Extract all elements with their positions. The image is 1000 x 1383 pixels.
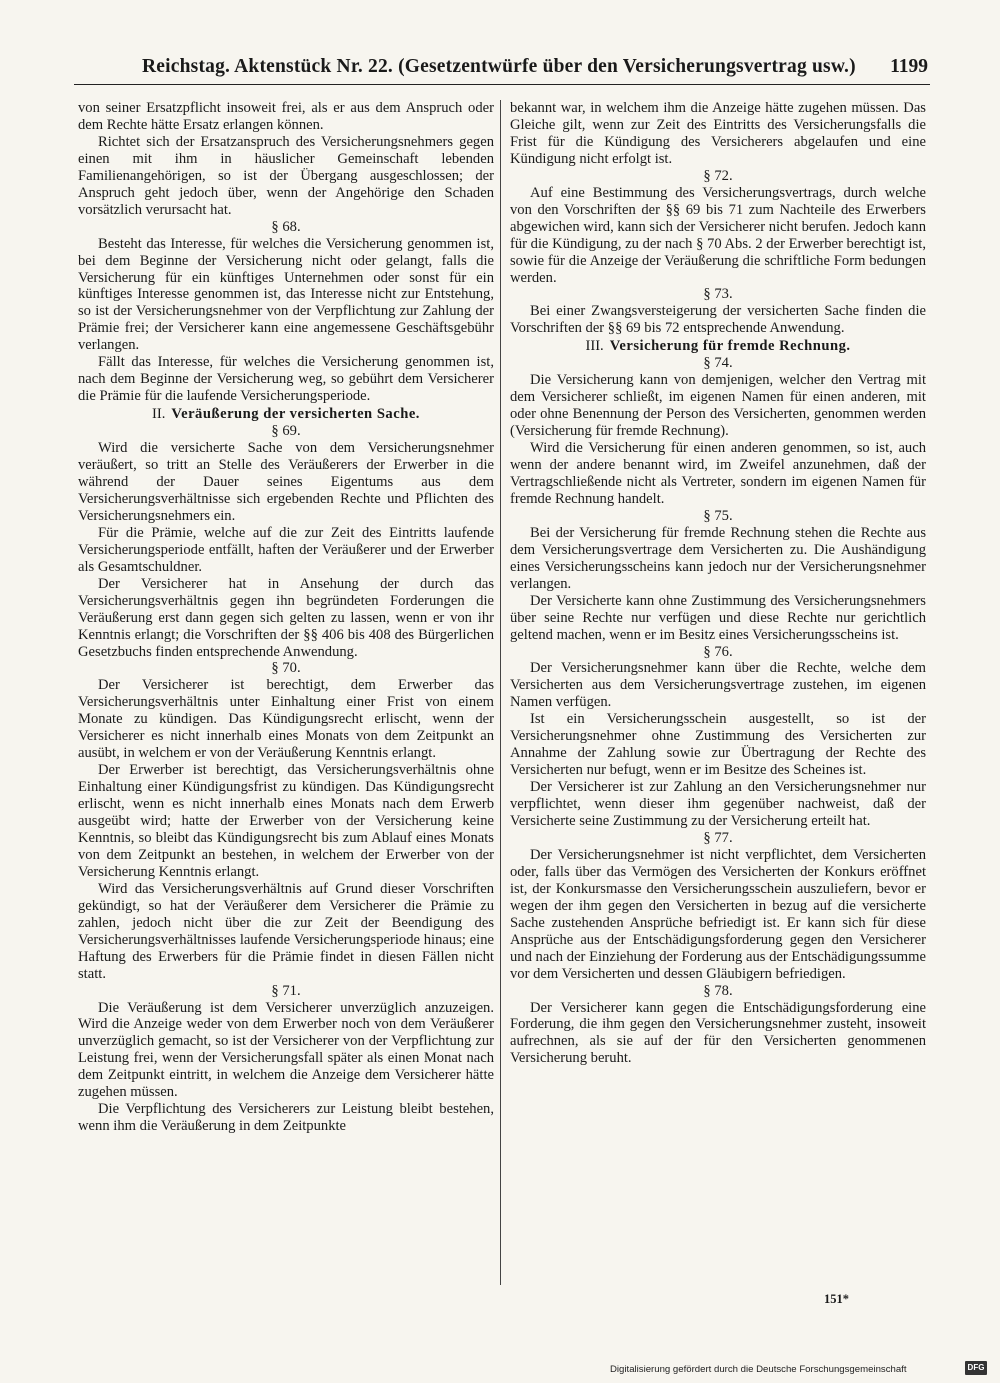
paragraph-number: § 78. xyxy=(703,982,733,999)
body-paragraph: von seiner Ersatzpflicht insoweit frei, als er aus dem Anspruch oder dem Rechte hätte Ersatz erlangen können. xyxy=(78,100,494,133)
heading-text: Veräußerung der versicherten Sache. xyxy=(171,406,420,423)
body-paragraph: Der Versicherer ist zur Zahlung an den Versicherungsnehmer nur verpflichtet, wenn dieser ihm gegenüber nachweist, daß der Versicherte seine Zustimmung zu der Versicherung erteilt hat. xyxy=(510,779,926,830)
body-paragraph: Richtet sich der Ersatzanspruch des Versicherungsnehmers gegen einen mit ihm in häuslicher Gemeinschaft lebenden Familienangehörigen, so ist der Übergang ausgeschlossen; der Anspruch geht jedoch über, wenn der Angehörige den Schaden vorsätzlich verursacht hat. xyxy=(78,133,494,218)
paragraph-number: § 70. xyxy=(271,660,301,677)
body-paragraph: Ist ein Versicherungsschein ausgestellt, so ist der Versicherungsnehmer ohne Zustimmung des Versicherten zur Annahme der Zahlung sowie zur Übertragung der Rechte des Versicherten nur befugt, wenn er im Besitze des Scheines ist. xyxy=(510,711,926,779)
body-paragraph: Fällt das Interesse, für welches die Versicherung genommen ist, nach dem Beginne der Versicherung weg, so gebührt dem Versicherer die Prämie für die laufende Versicherungsperiode. xyxy=(78,354,494,405)
body-paragraph: Der Versicherte kann ohne Zustimmung des Versicherungsnehmers über seine Rechte nur verfügen und diese Rechte nur gerichtlich geltend machen, wenn er im Besitz eines Versicherungsscheins ist. xyxy=(510,592,926,643)
body-paragraph: bekannt war, in welchem ihm die Anzeige hätte zugehen müssen. Das Gleiche gilt, wenn zur Zeit des Eintritts des Versicherungsfalls die Frist für die Kündigung des Versicherers abgelaufen und eine Kündigung nicht erfolgt ist. xyxy=(510,100,926,167)
body-paragraph: Der Erwerber ist berechtigt, das Versicherungsverhältnis ohne Einhaltung einer Kündigungsfrist zu kündigen. Das Kündigungsrecht erlischt, wenn es nicht innerhalb eines Monats nach dem Erwerb ausgeübt wird; hatte der Erwerber von der Versicherung keine Kenntnis, so bleibt das Kündigungsrecht bis zum Ablauf eines Monats von dem Zeitpunkt an bestehen, in welchem der Erwerber von der Versicherung Kenntnis erlangt. xyxy=(78,762,494,880)
dfg-logo: DFG xyxy=(965,1361,987,1375)
body-paragraph: Besteht das Interesse, für welches die Versicherung genommen ist, bei dem Beginne der Versicherung nicht oder gelangt, falls die Versicherung für ein künftiges Unternehmen oder sonst für ein künftiges Interesse genommen ist, das Interesse nicht zur Entstehung, so ist der Versicherungsnehmer von der Verpflichtung zur Zahlung der Prämie frei; der Versicherer kann eine angemessene Geschäftsgebühr verlangen. xyxy=(78,235,494,354)
section-heading xyxy=(78,406,494,423)
body-paragraph: Auf eine Bestimmung des Versicherungsvertrags, durch welche von den Vorschriften der §§ 69 bis 71 zum Nachteile des Erwerbers abgewichen wird, kann sich der Versicherer nicht berufen. Jedoch kann für die Kündigung, zu der nach § 70 Abs. 2 der Erwerber berechtigt ist, sowie für die Anzeige der Veräußerung die schriftliche Form bedungen werden. xyxy=(510,184,926,286)
paragraph-number: § 75. xyxy=(703,507,733,524)
body-paragraph: Der Versicherungsnehmer ist nicht verpflichtet, dem Versicherten oder, falls über das Vermögen des Versicherten der Konkurs eröffnet ist, der Konkursmasse den Versicherungsschein auszuliefern, bevor er wegen der ihm gegen den Versicherten in bezug auf die versicherte Sache zustehenden Ansprüche befriedigt ist. Er kann sich für diese Ansprüche aus der Entschädigungsforderung gegen den Versicherer und nach der Einziehung der Forderung aus der Entschädigungssumme vor dem Versicherten und dessen Gläubigern befriedigen. xyxy=(510,846,926,982)
digitization-credit: Digitalisierung gefördert durch die Deutsche Forschungsgemeinschaft xyxy=(610,1364,907,1375)
body-paragraph: Die Veräußerung ist dem Versicherer unverzüglich anzuzeigen. Wird die Anzeige weder von dem Erwerber noch von dem Veräußerer unverzüglich gemacht, so ist der Versicherer von der Verpflichtung zur Leistung frei, wenn der Versicherungsfall später als einen Monat nach dem Zeitpunkt eintritt, in welchem die Anzeige dem Versicherer hätte zugehen müssen. xyxy=(78,999,494,1101)
paragraph-number: § 69. xyxy=(271,423,301,440)
paragraph-number: § 71. xyxy=(271,982,301,999)
heading-number: II. xyxy=(152,406,166,423)
body-paragraph: Der Versicherungsnehmer kann über die Rechte, welche dem Versicherten aus dem Versicherungsvertrage zustehen, im eigenen Namen verfügen. xyxy=(510,660,926,711)
left-column xyxy=(78,100,494,1135)
page-header xyxy=(74,56,930,85)
body-paragraph: Bei einer Zwangsversteigerung der versicherten Sache finden die Vorschriften der §§ 69 bis 72 entsprechende Anwendung. xyxy=(510,303,926,337)
heading-number: III. xyxy=(585,338,604,355)
body-paragraph: Für die Prämie, welche auf die zur Zeit des Eintritts laufende Versicherungsperiode entfällt, haften der Veräußerer und der Erwerber als Gesamtschuldner. xyxy=(78,524,494,575)
sheet-number: 151* xyxy=(824,1292,849,1306)
body-paragraph: Der Versicherer kann gegen die Entschädigungsforderung eine Forderung, die ihm gegen den Versicherungsnehmer zusteht, insoweit aufrechnen, als sie auf der für den Versicherten genommenen Versicherung beruht. xyxy=(510,999,926,1067)
paragraph-number: § 74. xyxy=(703,355,733,372)
body-paragraph: Die Versicherung kann von demjenigen, welcher den Vertrag mit dem Versicherer schließt, im eigenen Namen für einen anderen, mit oder ohne Benennung der Person des Versicherten, genommen werden (Versicherung für fremde Rechnung). xyxy=(510,372,926,440)
body-paragraph: Wird die versicherte Sache von dem Versicherungsnehmer veräußert, so tritt an Stelle des Veräußerers der Erwerber in die während der Dauer seines Eigentums aus dem Versicherungsverhältnisse sich ergebenden Rechte und Pflichten des Versicherungsnehmers ein. xyxy=(78,440,494,524)
body-paragraph: Die Verpflichtung des Versicherers zur Leistung bleibt bestehen, wenn ihm die Veräußerung in dem Zeitpunkte xyxy=(78,1101,494,1135)
section-heading xyxy=(510,338,926,355)
body-paragraph: Bei der Versicherung für fremde Rechnung stehen die Rechte aus dem Versicherungsvertrage dem Versicherten zu. Die Aushändigung eines Versicherungsscheins kann jedoch nur der Versicherungsnehmer verlangen. xyxy=(510,524,926,592)
right-column xyxy=(510,100,926,1067)
heading-text: Versicherung für fremde Rechnung. xyxy=(609,338,851,355)
body-paragraph: Wird das Versicherungsverhältnis auf Grund dieser Vorschriften gekündigt, so hat der Veräußerer dem Versicherer die Prämie zu zahlen, jedoch nicht über die zur Zeit der Beendigung des Versicherungsverhältnisses laufende Versicherungsperiode hinaus; eine Haftung des Erwerbers für die Prämie findet in diesen Fällen nicht statt. xyxy=(78,880,494,982)
running-title: Reichstag. Aktenstück Nr. 22. (Gesetzentwürfe über den Versicherungsvertrag usw.) xyxy=(142,56,856,77)
body-paragraph: Der Versicherer hat in Ansehung der durch das Versicherungsverhältnis gegen ihn begründeten Forderungen die Veräußerung erst dann gegen sich gelten zu lassen, wenn er von ihr Kenntnis erlangt; die Vorschriften der §§ 406 bis 408 des Bürgerlichen Gesetzbuchs finden entsprechende Anwendung. xyxy=(78,575,494,660)
body-paragraph: Der Versicherer ist berechtigt, dem Erwerber das Versicherungsverhältnis unter Einhaltung einer Frist von einem Monate zu kündigen. Das Kündigungsrecht erlischt, wenn der Versicherer es nicht innerhalb eines Monats von dem Zeitpunkt an ausübt, in welchem er von der Veräußerung Kenntnis erlangt. xyxy=(78,677,494,762)
paragraph-number: § 77. xyxy=(703,829,733,846)
paragraph-number: § 73. xyxy=(703,286,733,303)
page-number: 1199 xyxy=(890,56,928,77)
paragraph-number: § 76. xyxy=(703,643,733,660)
paragraph-number: § 72. xyxy=(703,167,733,184)
body-paragraph: Wird die Versicherung für einen anderen genommen, so ist, auch wenn der andere benannt wird, im Zweifel anzunehmen, daß der Vertragschließende nicht als Vertreter, sondern im eigenen Namen für fremde Rechnung handelt. xyxy=(510,440,926,507)
column-divider xyxy=(500,100,501,1285)
paragraph-number: § 68. xyxy=(271,218,301,235)
